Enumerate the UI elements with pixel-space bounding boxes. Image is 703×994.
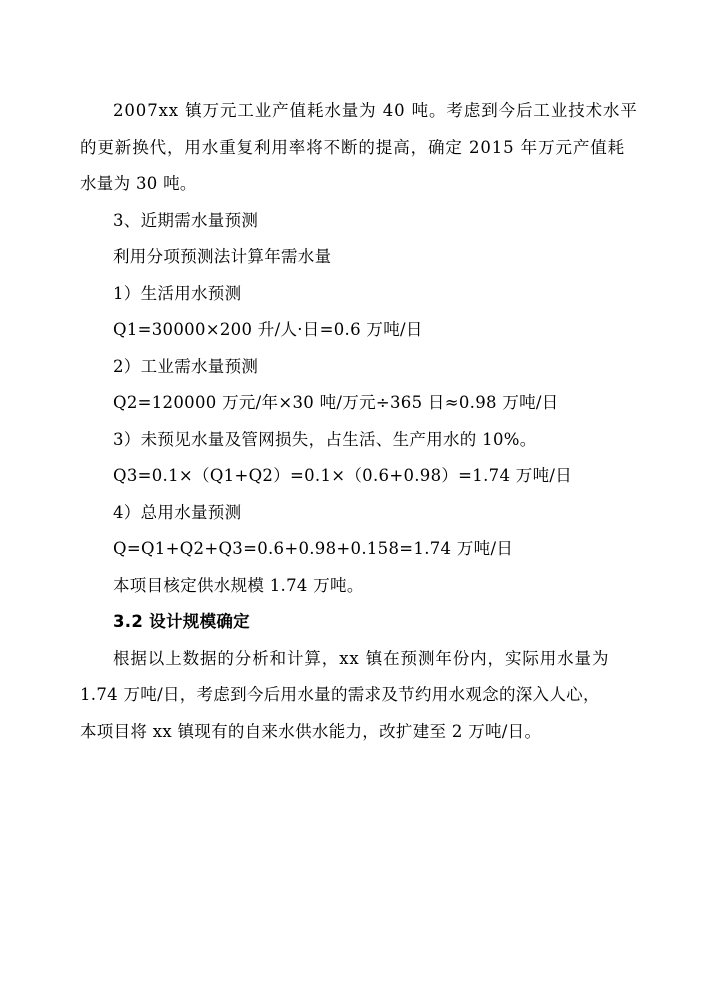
document-body [80,93,638,750]
section-3-intro: 利用分项预测法计算年需水量 [113,247,332,266]
paragraph-1-line-2: 的更新换代，用水重复利用率将不断的提高，确定 2015 年万元产值耗 [80,137,626,157]
paragraph-1-line-1: 2007xx 镇万元工业产值耗水量为 40 吨。考虑到今后工业技术水平 [113,101,638,120]
section-3-2-line-2: 1.74 万吨/日，考虑到今后用水量的需求及节约用水观念的深入人心， [80,685,600,704]
item-1-formula: Q1=30000×200 升/人·日=0.6 万吨/日 [113,320,423,339]
supply-scale-conclusion: 本项目核定供水规模 1.74 万吨。 [113,575,364,595]
section-3-title: 3、近期需水量预测 [113,210,259,230]
section-3-2-heading: 3.2 设计规模确定 [113,612,250,631]
item-3-formula: Q3=0.1×（Q1+Q2）=0.1×（0.6+0.98）=1.74 万吨/日 [113,466,573,485]
item-4-title: 4）总用水量预测 [113,502,242,522]
section-3-2-line-1: 根据以上数据的分析和计算，xx 镇在预测年份内，实际用水量为 [113,648,610,668]
item-2-formula: Q2=120000 万元/年×30 吨/万元÷365 日≈0.98 万吨/日 [113,393,559,412]
section-3-2-line-3: 本项目将 xx 镇现有的自来水供水能力，改扩建至 2 万吨/日。 [80,721,542,741]
item-2-title: 2）工业需水量预测 [113,356,259,376]
item-4-formula: Q=Q1+Q2+Q3=0.6+0.98+0.158=1.74 万吨/日 [113,539,514,558]
paragraph-1-line-3: 水量为 30 吨。 [80,174,197,193]
item-3-title: 3）未预见水量及管网损失，占生活、生产用水的 10%。 [113,429,537,449]
item-1-title: 1）生活用水预测 [113,283,242,303]
